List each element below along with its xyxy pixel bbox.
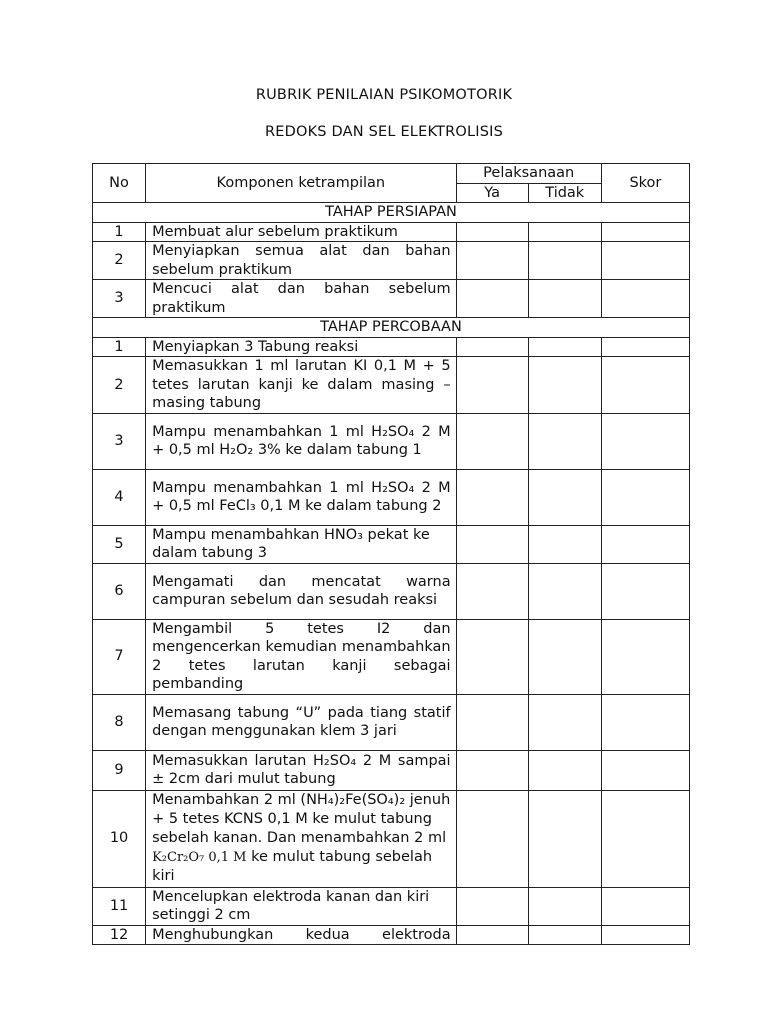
cell-tidak — [528, 925, 601, 945]
table-row — [93, 790, 690, 887]
cell-skor — [601, 357, 689, 414]
document-title: RUBRIK PENILAIAN PSIKOMOTORIK — [255, 87, 513, 103]
cell-tidak — [528, 242, 601, 280]
cell-ya — [456, 337, 528, 357]
cell-ya — [456, 525, 528, 563]
cell-ya — [456, 619, 528, 694]
header-skor: Skor — [601, 164, 689, 203]
cell-skor — [601, 280, 689, 318]
section-title: TAHAP PERCOBAAN — [93, 318, 690, 338]
cell-tidak — [528, 413, 601, 469]
cell-tidak — [528, 750, 601, 790]
row-komponen: Memasukkan 1 ml larutan KI 0,1 M + 5 tetes larutan kanji ke dalam masing – masing tabung — [146, 357, 457, 414]
row-number: 10 — [93, 790, 146, 887]
row-number: 8 — [93, 694, 146, 750]
cell-tidak — [528, 887, 601, 925]
cell-skor — [601, 619, 689, 694]
cell-tidak — [528, 619, 601, 694]
cell-ya — [456, 790, 528, 887]
cell-skor — [601, 413, 689, 469]
row-number: 6 — [93, 563, 146, 619]
row-komponen: Memasukkan larutan H₂SO₄ 2 M sampai ± 2cm dari mulut tabung — [146, 750, 457, 790]
table-row — [93, 337, 690, 357]
cell-skor — [601, 242, 689, 280]
table-row — [93, 413, 690, 469]
cell-skor — [601, 694, 689, 750]
row-number: 1 — [93, 222, 146, 242]
cell-tidak — [528, 469, 601, 525]
cell-ya — [456, 925, 528, 945]
row-komponen: Mampu menambahkan HNO₃ pekat ke dalam tabung 3 — [146, 525, 457, 563]
cell-skor — [601, 887, 689, 925]
section-title: TAHAP PERSIAPAN — [93, 203, 690, 223]
row-number: 7 — [93, 619, 146, 694]
cell-ya — [456, 887, 528, 925]
header-pelaksanaan: Pelaksanaan — [456, 164, 601, 184]
cell-tidak — [528, 694, 601, 750]
row-number: 1 — [93, 337, 146, 357]
cell-ya — [456, 280, 528, 318]
row-number: 11 — [93, 887, 146, 925]
cell-skor — [601, 222, 689, 242]
cell-ya — [456, 750, 528, 790]
rubric-table — [92, 163, 690, 945]
row-komponen: Mengambil 5 tetes I2 dan mengencerkan kemudian menambahkan 2 tetes larutan kanji sebagai pembanding — [146, 619, 457, 694]
cell-ya — [456, 694, 528, 750]
row-number: 9 — [93, 750, 146, 790]
header-ya: Ya — [456, 183, 528, 203]
table-row — [93, 222, 690, 242]
komponen-text-a: Menambahkan 2 ml (NH₄)₂Fe(SO₄)₂ jenuh + 5 tetes KCNS 0,1 M ke mulut tabung sebelah kanan. Dan menambahkan 2 ml — [152, 792, 451, 846]
row-number: 12 — [93, 925, 146, 945]
komponen-text-c: ke mulut tabung sebelah kiri — [152, 849, 433, 884]
row-komponen — [146, 925, 457, 945]
row-komponen: Mampu menambahkan 1 ml H₂SO₄ 2 M + 0,5 ml H₂O₂ 3% ke dalam tabung 1 — [146, 413, 457, 469]
cell-tidak — [528, 525, 601, 563]
row-komponen — [146, 790, 457, 887]
cell-ya — [456, 357, 528, 414]
table-row — [93, 694, 690, 750]
komponen-clipped: Menghubungkan kedua elektroda — [152, 927, 451, 944]
row-komponen: Menyiapkan semua alat dan bahan sebelum praktikum — [146, 242, 457, 280]
table-row — [93, 887, 690, 925]
cell-ya — [456, 413, 528, 469]
table-row — [93, 242, 690, 280]
table-row — [93, 469, 690, 525]
table-row — [93, 280, 690, 318]
row-komponen: Memasang tabung “U” pada tiang statif dengan menggunakan klem 3 jari — [146, 694, 457, 750]
row-komponen: Mengamati dan mencatat warna campuran sebelum dan sesudah reaksi — [146, 563, 457, 619]
row-komponen: Mencelupkan elektroda kanan dan kiri setinggi 2 cm — [146, 887, 457, 925]
cell-tidak — [528, 337, 601, 357]
row-number: 2 — [93, 242, 146, 280]
row-number: 2 — [93, 357, 146, 414]
cell-ya — [456, 222, 528, 242]
cell-skor — [601, 790, 689, 887]
table-row — [93, 619, 690, 694]
cell-skor — [601, 750, 689, 790]
header-komponen: Komponen ketrampilan — [146, 164, 457, 203]
table-row — [93, 563, 690, 619]
cell-tidak — [528, 280, 601, 318]
cell-ya — [456, 469, 528, 525]
row-komponen: Menyiapkan 3 Tabung reaksi — [146, 337, 457, 357]
row-komponen: Mampu menambahkan 1 ml H₂SO₄ 2 M + 0,5 ml FeCl₃ 0,1 M ke dalam tabung 2 — [146, 469, 457, 525]
cell-skor — [601, 469, 689, 525]
table-row — [93, 357, 690, 414]
cell-skor — [601, 525, 689, 563]
row-number: 3 — [93, 413, 146, 469]
table-row — [93, 750, 690, 790]
table-row — [93, 525, 690, 563]
komponen-formula: K₂Cr₂O₇ 0,1 M — [152, 850, 247, 865]
row-number: 3 — [93, 280, 146, 318]
cell-skor — [601, 337, 689, 357]
header-tidak: Tidak — [528, 183, 601, 203]
cell-ya — [456, 242, 528, 280]
row-komponen: Mencuci alat dan bahan sebelum praktikum — [146, 280, 457, 318]
cell-tidak — [528, 563, 601, 619]
document-subtitle: REDOKS DAN SEL ELEKTROLISIS — [264, 124, 504, 140]
table-row — [93, 925, 690, 945]
header-no: No — [93, 164, 146, 203]
row-number: 5 — [93, 525, 146, 563]
row-komponen: Membuat alur sebelum praktikum — [146, 222, 457, 242]
cell-skor — [601, 563, 689, 619]
cell-skor — [601, 925, 689, 945]
cell-tidak — [528, 222, 601, 242]
cell-tidak — [528, 357, 601, 414]
cell-ya — [456, 563, 528, 619]
row-number: 4 — [93, 469, 146, 525]
cell-tidak — [528, 790, 601, 887]
